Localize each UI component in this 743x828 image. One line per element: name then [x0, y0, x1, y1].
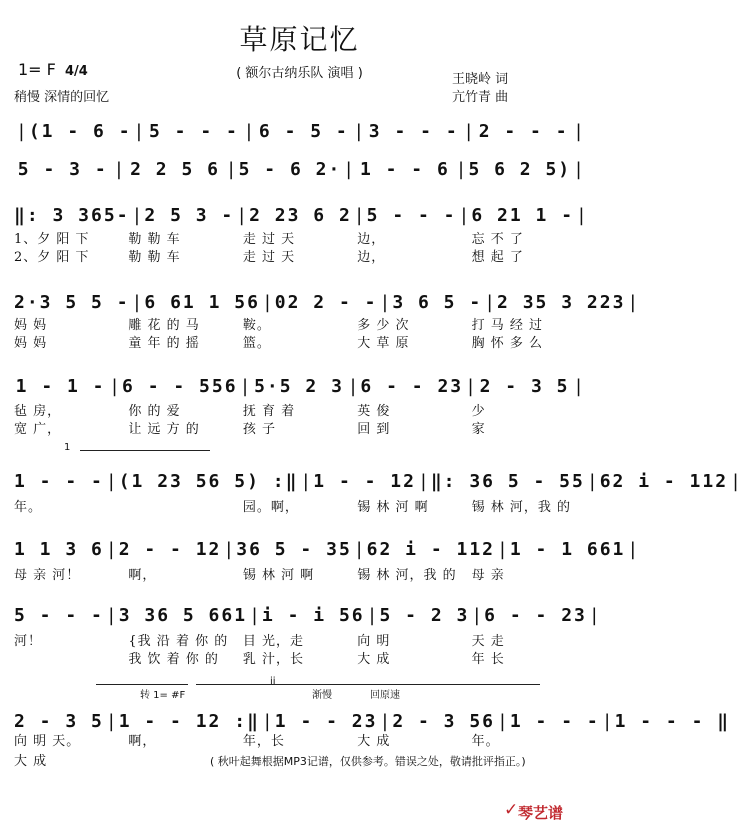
- measure: 6 - - 23: [484, 605, 587, 626]
- lyric-line-7-verse-1: [14, 730, 586, 748]
- measure: 2 35 3 223: [497, 292, 626, 313]
- lyric: 英 俊: [357, 404, 391, 419]
- measure: 3 36 5 661: [118, 605, 248, 626]
- lyric: 天 走: [471, 634, 505, 649]
- lyric: 孩 子: [242, 422, 276, 437]
- lyric: 童 年 的 摇: [128, 336, 200, 351]
- measure: 1 - - 6: [359, 159, 450, 180]
- measure: 02 2 - -: [274, 292, 378, 313]
- barline: |: [343, 159, 355, 180]
- barline: |: [113, 159, 125, 180]
- lyric: [14, 648, 128, 666]
- measure: 36 5 - 35: [236, 539, 352, 560]
- barline: |: [347, 376, 359, 397]
- barline: |: [458, 205, 470, 226]
- barline: |: [131, 205, 143, 226]
- lyric: [128, 496, 242, 514]
- volta-1-label: 1: [64, 442, 71, 453]
- lyric: 勒 勒 车: [128, 232, 181, 247]
- ritardando-mark: 渐慢: [312, 690, 332, 701]
- barline: |: [225, 159, 237, 180]
- lyric: 忘 不 了: [471, 232, 524, 247]
- barline: |: [105, 471, 117, 492]
- score-line-7: [14, 530, 639, 560]
- lyric: 年 长: [471, 652, 505, 667]
- lyric-line-6-verse-2: [14, 648, 586, 666]
- lyric: 向 明: [357, 634, 391, 649]
- lyric: 我 饮 着 你 的: [128, 652, 219, 667]
- measure: 5 - - -: [366, 205, 457, 226]
- measure: 1 - - -: [14, 471, 104, 492]
- lyric-line-2-verse-1: [14, 314, 586, 332]
- measure: ‖: 3 365-: [14, 205, 130, 226]
- lyric: 大 成: [14, 754, 48, 769]
- lyric: {我 沿 着 你 的: [128, 634, 229, 649]
- measure: 5 6 2 5): [468, 159, 572, 180]
- lyric: 年，长: [242, 734, 285, 749]
- score-line-9: [14, 702, 731, 732]
- measure: 1 - 1 661: [509, 539, 626, 560]
- barline: |: [261, 292, 273, 313]
- barline: |: [243, 121, 255, 142]
- measure: 2 23 6 2: [249, 205, 352, 226]
- lyric-line-3-verse-1: [14, 400, 586, 418]
- barline: |: [105, 605, 117, 626]
- lyric: 乳 汁，长: [242, 652, 304, 667]
- lyric: 母 亲 河！: [14, 568, 81, 583]
- measure: 6 - 5 -: [258, 121, 349, 142]
- barline: |: [484, 292, 496, 313]
- lyric: 走 过 天: [242, 250, 296, 265]
- lyric: 啊，: [128, 568, 157, 583]
- score-line-5: [14, 367, 586, 397]
- measure: 1 - - -: [509, 711, 600, 732]
- measure: 6 - - 556: [122, 376, 238, 397]
- barline: |: [573, 159, 584, 180]
- lyric-line-1-verse-1: [14, 228, 586, 246]
- measure: 2 - 3 5: [14, 711, 104, 732]
- barline: |: [300, 471, 312, 492]
- lyric: 锡 林 河 啊: [242, 568, 315, 583]
- barline: |: [627, 292, 639, 313]
- tempo-marking: 稍慢 深情的回忆: [14, 90, 110, 105]
- transcription-note: ( 秋叶起舞根据MP3记谱，仅供参考。错误之处，敬请批评指正。): [210, 755, 526, 768]
- measure: 5·5 2 3: [254, 376, 344, 397]
- lyric: 篮。: [242, 336, 271, 351]
- barline: |: [353, 121, 365, 142]
- lyric: 啊，: [128, 734, 157, 749]
- measure: 2 2 5 6: [130, 159, 220, 180]
- volta-bracket: [196, 684, 540, 685]
- measure: 2 - - -: [478, 121, 569, 142]
- barline: |: [105, 539, 117, 560]
- lyric-line-2-verse-2: [14, 332, 586, 350]
- composer-credit: 亢竹青 曲: [452, 90, 509, 105]
- barline: |: [497, 539, 508, 560]
- barline: |: [471, 605, 483, 626]
- lyric: 锡 林 河，我 的: [471, 500, 572, 515]
- lyric: 大 草 原: [357, 336, 410, 351]
- measure: 5 - - -: [14, 605, 104, 626]
- measure: 1 - - 23: [274, 711, 378, 732]
- barline: |: [249, 605, 260, 626]
- lyric: 妈 妈: [14, 336, 48, 351]
- song-title: 草原记忆: [239, 23, 360, 56]
- barline: |: [109, 376, 121, 397]
- lyric: 母 亲: [471, 568, 505, 583]
- measure: 6 21 1 -: [471, 205, 575, 226]
- barline: |: [463, 121, 475, 142]
- lyric: 锡 林 河 啊: [357, 500, 429, 515]
- lyric: 1、夕 阳 下: [14, 232, 90, 247]
- barline: |: [576, 205, 587, 226]
- lyric: 年。: [471, 734, 500, 749]
- volta-bracket: [96, 684, 188, 685]
- barline: |: [573, 376, 584, 397]
- lyric-line-4: [14, 496, 586, 514]
- lyric: 年。: [14, 500, 43, 515]
- barline: |: [586, 471, 598, 492]
- barline: |: [16, 121, 27, 142]
- lyric: 让 远 方 的: [128, 422, 200, 437]
- logo-icon: ✓: [504, 800, 519, 820]
- lyric: 勒 勒 车: [128, 250, 181, 265]
- lyric: 打 马 经 过: [471, 318, 544, 333]
- lyricist-credit: 王晓岭 词: [452, 72, 509, 87]
- barline: |: [730, 471, 741, 492]
- measure: 5 - 6 2·: [238, 159, 342, 180]
- measure: 2 - - 12: [118, 539, 222, 560]
- barline: |: [465, 376, 476, 397]
- barline: |: [105, 711, 117, 732]
- score-line-6: [14, 462, 741, 492]
- lyric: 多 少 次: [357, 318, 410, 333]
- measure: i - i 56: [261, 605, 365, 626]
- barline: |: [353, 205, 365, 226]
- lyric: 向 明 天。: [14, 734, 81, 749]
- lyric: 边，: [357, 250, 386, 265]
- barline: |: [601, 711, 613, 732]
- barline: |: [366, 605, 378, 626]
- measure: 6 61 1 56: [144, 292, 260, 313]
- barline: |: [417, 471, 429, 492]
- barline: |: [588, 605, 600, 626]
- lyric: 锡 林 河，我 的: [357, 568, 457, 583]
- barline: |: [261, 711, 273, 732]
- lyric: 毡 房，: [14, 404, 62, 419]
- measure: ‖: 36 5 - 55: [430, 471, 585, 492]
- lyric: 少: [471, 404, 486, 419]
- lyric: 园。啊，: [242, 500, 299, 515]
- lyric: 鞍。: [242, 318, 271, 333]
- lyric: 走 过 天: [242, 232, 296, 247]
- measure: 1 - - 12: [313, 471, 416, 492]
- barline: |: [497, 711, 508, 732]
- measure: 62 i - 112: [366, 539, 496, 560]
- lyric: 想 起 了: [471, 250, 524, 265]
- lyric-line-6-verse-1: [14, 630, 586, 648]
- measure: 3 6 5 -: [392, 292, 483, 313]
- measure: (1 23 56 5) :‖: [118, 471, 299, 492]
- time-signature: 4/4: [64, 64, 88, 79]
- lyric: 胸 怀 多 么: [471, 336, 544, 351]
- barline: |: [379, 292, 391, 313]
- measure: 6 - - 23: [360, 376, 464, 397]
- performer-credit: ( 额尔古纳乐队 演唱 ): [236, 66, 363, 81]
- key-label: 1= F: [18, 60, 56, 79]
- barline: |: [379, 711, 391, 732]
- volta-bracket: [80, 450, 210, 451]
- measure: 2 5 3 -: [144, 205, 235, 226]
- lyric-line-5: [14, 564, 586, 582]
- lyric-line-1-verse-2: [14, 246, 586, 264]
- score-line-4: [14, 283, 639, 313]
- lyric: 目 光，走: [242, 634, 304, 649]
- barline: |: [627, 539, 639, 560]
- key-signature: [18, 60, 88, 79]
- barline: |: [223, 539, 235, 560]
- lyric: 边，: [357, 232, 386, 247]
- measure: 5 - 2 3: [379, 605, 470, 626]
- barline: |: [455, 159, 467, 180]
- measure: 1 - - 12 :‖: [118, 711, 260, 732]
- lyric: 2、夕 阳 下: [14, 250, 90, 265]
- barline: |: [573, 121, 585, 142]
- score-line-8: [14, 596, 600, 626]
- lyric: 妈 妈: [14, 318, 48, 333]
- lyric: 回 到: [357, 422, 391, 437]
- measure: (1 - 6 -: [28, 121, 132, 142]
- measure: 5 - - -: [148, 121, 239, 142]
- volta-2-label: ii: [270, 676, 276, 687]
- lyric: 河！: [14, 634, 43, 649]
- score-line-1: [14, 112, 586, 142]
- measure: 2 - 3 56: [392, 711, 496, 732]
- measure: 3 - - -: [368, 121, 459, 142]
- lyric: 雕 花 的 马: [128, 318, 200, 333]
- score-line-2: [14, 150, 586, 180]
- barline: |: [133, 121, 145, 142]
- lyric: 大 成: [357, 734, 391, 749]
- a-tempo-mark: 回原速: [370, 690, 400, 701]
- measure: 1 - 1 -: [15, 376, 106, 397]
- barline: |: [131, 292, 143, 313]
- lyric: 宽 广，: [14, 422, 62, 437]
- measure: 1 - - - ‖: [614, 711, 731, 732]
- barline: |: [353, 539, 365, 560]
- lyric: 你 的 爱: [128, 404, 181, 419]
- measure: 2·3 5 5 -: [14, 292, 130, 313]
- lyric: 家: [471, 422, 486, 437]
- lyric-line-3-verse-2: [14, 418, 586, 436]
- lyric: 大 成: [357, 652, 391, 667]
- score-line-3: [14, 196, 586, 226]
- measure: 2 - 3 5: [479, 376, 570, 397]
- site-logo[interactable]: 琴艺谱: [518, 804, 564, 822]
- measure: 5 - 3 -: [17, 159, 108, 180]
- barline: |: [236, 205, 248, 226]
- modulation-mark: 转 1= #F: [140, 690, 186, 701]
- lyric: 抚 育 着: [242, 404, 296, 419]
- barline: |: [239, 376, 251, 397]
- measure: 1 1 3 6: [14, 539, 104, 560]
- measure: 62 i - 112: [599, 471, 729, 492]
